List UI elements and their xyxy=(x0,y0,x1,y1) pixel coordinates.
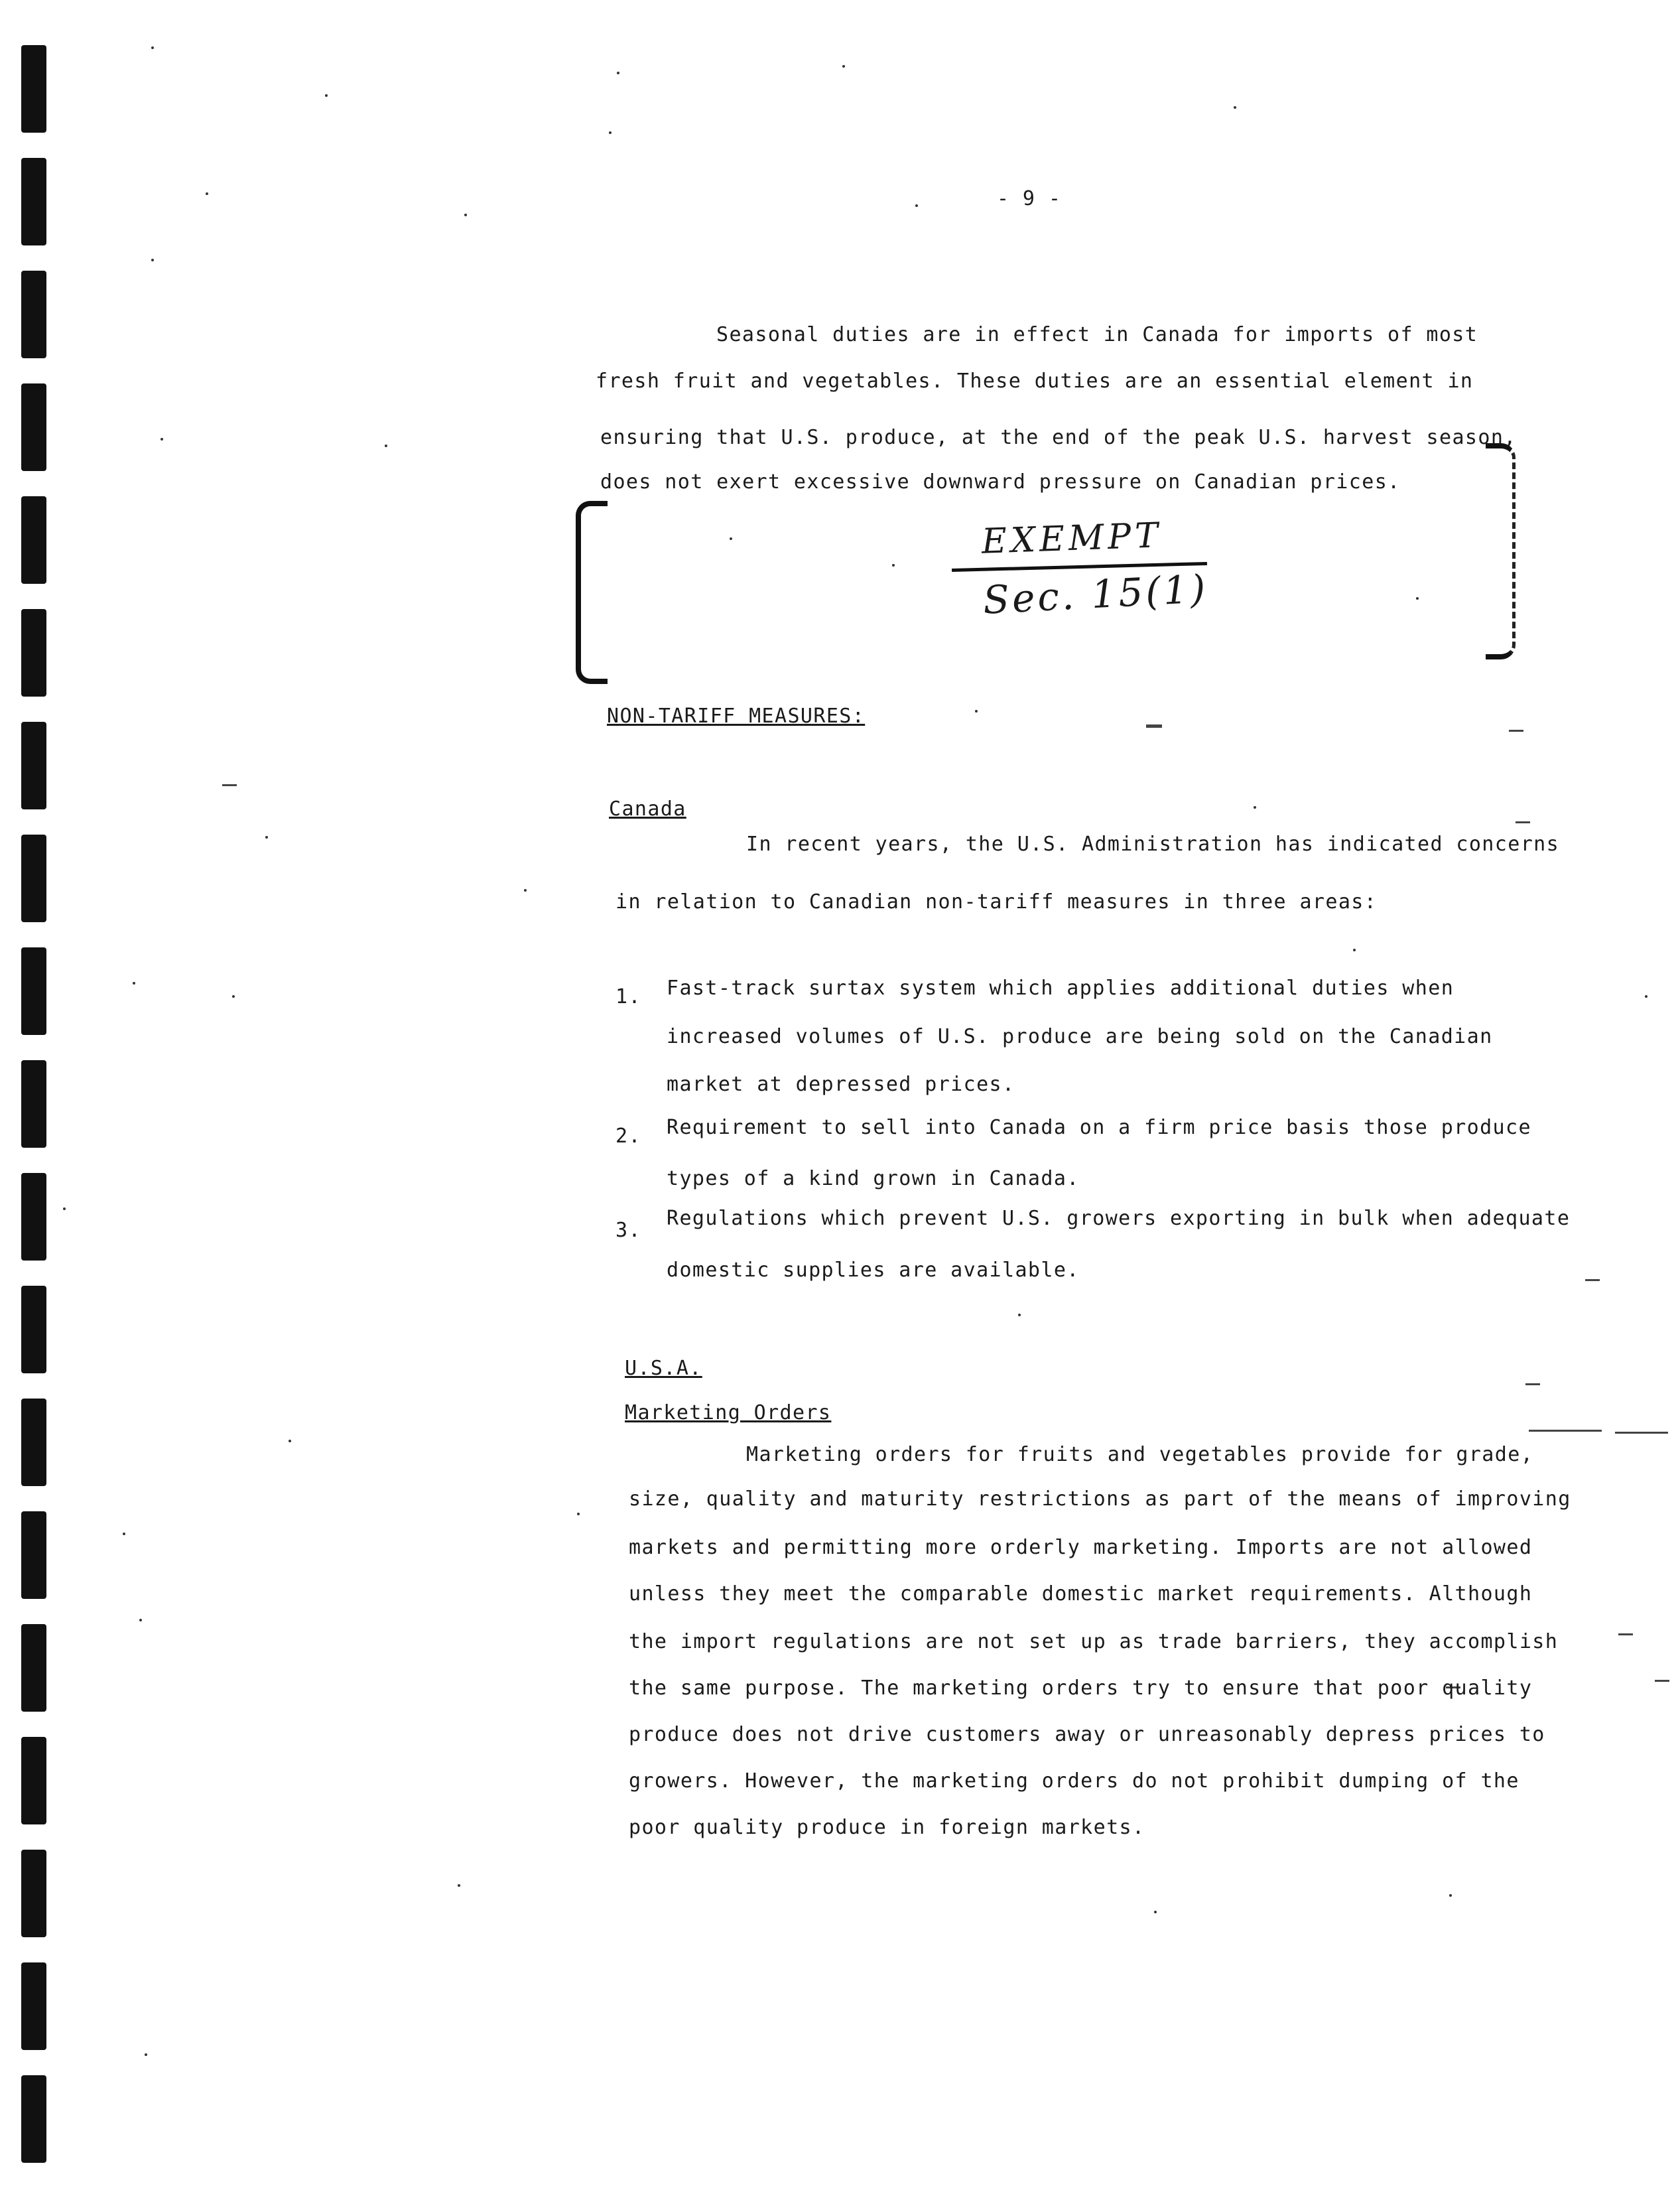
scan-speck xyxy=(524,889,527,892)
scan-speck xyxy=(325,94,328,97)
scan-speck xyxy=(206,192,208,195)
scan-speck xyxy=(1234,106,1236,109)
section-heading: NON-TARIFF MEASURES: xyxy=(607,705,866,728)
binder-hole-mark xyxy=(21,1399,46,1486)
paragraph-line: produce does not drive customers away or unreasonably depress prices to xyxy=(629,1723,1545,1746)
scan-dash xyxy=(1509,730,1523,732)
binder-hole-mark xyxy=(21,45,46,133)
subsection-heading-marketing-orders: Marketing Orders xyxy=(625,1401,832,1424)
scan-speck xyxy=(1353,949,1356,951)
exempt-bracket-right xyxy=(1486,443,1516,659)
scan-speck xyxy=(151,259,154,261)
list-item-line: Regulations which prevent U.S. growers exporting in bulk when adequate xyxy=(667,1207,1571,1230)
binder-hole-mark xyxy=(21,947,46,1035)
subsection-heading-usa: U.S.A. xyxy=(625,1357,702,1380)
scan-speck xyxy=(842,65,845,68)
scan-speck xyxy=(617,72,619,74)
binder-hole-mark xyxy=(21,271,46,358)
scan-speck xyxy=(151,46,154,49)
paragraph-line: the same purpose. The marketing orders try to ensure that poor quality xyxy=(629,1677,1533,1700)
binder-hole-mark xyxy=(21,2075,46,2163)
paragraph-line: in relation to Canadian non-tariff measures in three areas: xyxy=(615,890,1378,914)
scan-speck xyxy=(161,438,163,441)
list-item-line: domestic supplies are available. xyxy=(667,1259,1080,1282)
subsection-heading-canada: Canada xyxy=(609,797,686,821)
binder-hole-mark xyxy=(21,383,46,471)
scan-speck xyxy=(145,2053,147,2056)
binder-hole-mark xyxy=(21,835,46,922)
paragraph-line: markets and permitting more orderly marketing. Imports are not allowed xyxy=(629,1536,1533,1559)
list-item-number: 1. xyxy=(615,985,641,1008)
scan-speck xyxy=(385,445,387,447)
scan-speck xyxy=(63,1207,66,1210)
scan-dash xyxy=(1585,1279,1600,1281)
scan-dash xyxy=(1615,1432,1668,1434)
scan-speck xyxy=(123,1533,125,1535)
scan-speck xyxy=(1416,597,1419,600)
paragraph-line: Marketing orders for fruits and vegetables provide for grade, xyxy=(746,1443,1534,1466)
scan-speck xyxy=(458,1884,460,1887)
scan-speck xyxy=(975,710,978,713)
scan-dash xyxy=(222,784,237,786)
scan-speck xyxy=(133,982,135,985)
scan-speck xyxy=(289,1440,291,1442)
exempt-stamp-section: Sec. 15(1) xyxy=(982,566,1209,623)
binder-hole-mark xyxy=(21,722,46,809)
binder-hole-mark xyxy=(21,496,46,584)
binder-hole-mark xyxy=(21,1173,46,1261)
paragraph-line: Seasonal duties are in effect in Canada for imports of most xyxy=(716,323,1478,346)
scan-speck xyxy=(1645,995,1648,998)
binder-hole-mark xyxy=(21,1850,46,1937)
scan-dash xyxy=(1655,1680,1669,1682)
scan-speck xyxy=(915,204,918,207)
scan-speck xyxy=(265,836,268,839)
paragraph-line: size, quality and maturity restrictions as part of the means of improving xyxy=(629,1487,1571,1511)
paragraph-line: poor quality produce in foreign markets. xyxy=(629,1816,1145,1839)
paragraph-line: the import regulations are not set up as trade barriers, they accomplish xyxy=(629,1630,1559,1653)
list-item-number: 3. xyxy=(615,1219,641,1242)
paragraph-line: unless they meet the comparable domestic market requirements. Although xyxy=(629,1582,1533,1606)
list-item-line: increased volumes of U.S. produce are being sold on the Canadian xyxy=(667,1025,1493,1048)
scan-speck xyxy=(892,564,895,567)
paragraph-line: fresh fruit and vegetables. These duties are an essential element in xyxy=(596,370,1474,393)
paragraph-line: does not exert excessive downward pressure on Canadian prices. xyxy=(600,470,1401,494)
binder-hole-mark xyxy=(21,1511,46,1599)
paragraph-line: In recent years, the U.S. Administration has indicated concerns xyxy=(746,833,1560,856)
scan-speck xyxy=(232,995,235,998)
scan-speck xyxy=(1018,1314,1021,1316)
scan-speck xyxy=(1449,1894,1452,1897)
list-item-line: Requirement to sell into Canada on a firm price basis those produce xyxy=(667,1116,1531,1139)
page-number: - 9 - xyxy=(997,187,1062,210)
exempt-stamp: EXEMPT xyxy=(981,515,1163,562)
scan-speck xyxy=(730,537,732,540)
scan-dash xyxy=(1146,724,1162,728)
paragraph-line: ensuring that U.S. produce, at the end of the peak U.S. harvest season, xyxy=(600,426,1517,449)
paragraph-line: growers. However, the marketing orders do not prohibit dumping of the xyxy=(629,1769,1519,1793)
list-item-line: Fast-track surtax system which applies additional duties when xyxy=(667,977,1454,1000)
scan-speck xyxy=(577,1513,580,1515)
list-item-line: types of a kind grown in Canada. xyxy=(667,1167,1080,1190)
scan-dash xyxy=(1529,1430,1602,1432)
scan-speck xyxy=(609,131,612,134)
scan-dash xyxy=(1516,821,1530,823)
scan-speck xyxy=(464,214,467,216)
binder-hole-mark xyxy=(21,1624,46,1712)
binder-hole-mark xyxy=(21,1060,46,1148)
scan-dash xyxy=(1618,1633,1633,1635)
binder-hole-mark xyxy=(21,1286,46,1373)
list-item-number: 2. xyxy=(615,1125,641,1148)
list-item-line: market at depressed prices. xyxy=(667,1073,1015,1096)
scan-speck xyxy=(1154,1911,1157,1913)
scan-speck xyxy=(1254,806,1256,809)
binder-hole-mark xyxy=(21,1737,46,1824)
binder-hole-mark xyxy=(21,158,46,245)
exempt-bracket-left xyxy=(576,501,608,684)
binder-hole-mark xyxy=(21,1962,46,2050)
binder-hole-mark xyxy=(21,609,46,697)
scan-speck xyxy=(139,1619,142,1621)
scan-dash xyxy=(1525,1383,1540,1385)
